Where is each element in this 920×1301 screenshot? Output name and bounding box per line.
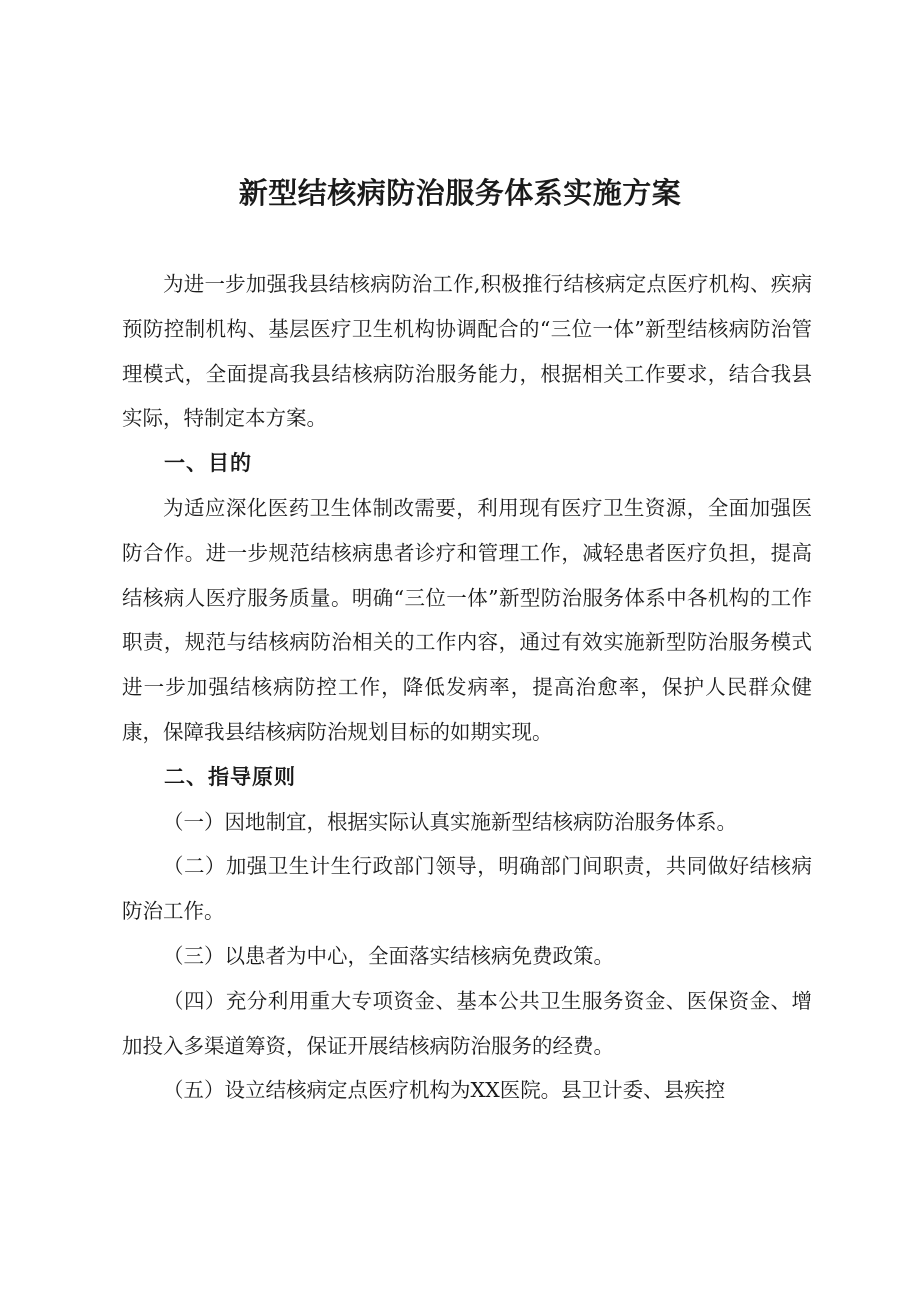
document-body (122, 262, 812, 1113)
principle-item-4: （四）充分利用重大专项资金、基本公共卫生服务资金、医保资金、增加投入多渠道筹资，保证开展结核病防治服务的经费。 (122, 988, 812, 1058)
principle-item-5: （五）设立结核病定点医疗机构为XX医院。县卫计委、县疾控 (163, 1078, 726, 1103)
section-heading-purpose: 一、目的 (164, 451, 252, 476)
section-heading-principles: 二、指导原则 (164, 764, 296, 789)
document-title: 新型结核病防治服务体系实施方案 (238, 176, 682, 210)
principle-item-2: （二）加强卫生计生行政部门领导，明确部门间职责，共同做好结核病防治工作。 (122, 854, 812, 924)
principle-item-1: （一）因地制宜，根据实际认真实施新型结核病防治服务体系。 (163, 809, 737, 834)
principle-item-3: （三）以患者为中心，全面落实结核病免费政策。 (163, 943, 614, 968)
intro-paragraph: 为进一步加强我县结核病防治工作,积极推行结核病定点医疗机构、疾病预防控制机构、基层医疗卫生机构协调配合的“三位一体”新型结核病防治管理模式，全面提高我县结核病防治服务能力，根据相关工作要求，结合我县实际，特制定本方案。 (122, 272, 812, 431)
purpose-paragraph: 为适应深化医药卫生体制改需要，利用现有医疗卫生资源，全面加强医防合作。进一步规范结核病患者诊疗和管理工作，减轻患者医疗负担，提高结核病人医疗服务质量。明确“三位一体”新型防治服务体系中各机构的工作职责，规范与结核病防治相关的工作内容，通过有效实施新型防治服务模式进一步加强结核病防控工作，降低发病率，提高治愈率，保护人民群众健康，保障我县结核病防治规划目标的如期实现。 (122, 495, 812, 744)
